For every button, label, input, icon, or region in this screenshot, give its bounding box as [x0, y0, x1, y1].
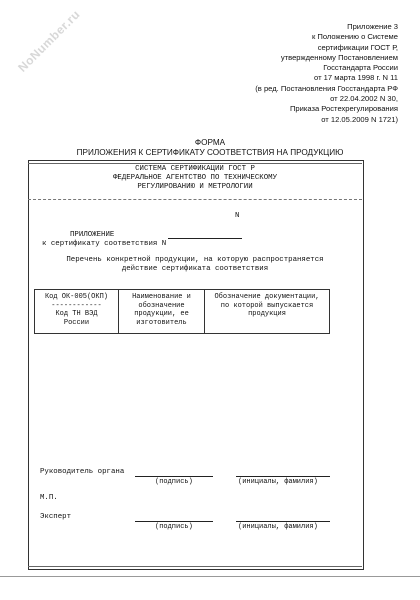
appendix-line: Приказа Ростехрегулирования [289, 104, 398, 114]
head-signature-label: Руководитель органа [40, 468, 125, 476]
header-divider: ------------ [51, 301, 102, 310]
header-text: обозначение [138, 301, 185, 310]
system-line: ФЕДЕРАЛЬНОЕ АГЕНТСТВО ПО ТЕХНИЧЕСКОМУ [112, 174, 278, 183]
appendix-line: от 17 марта 1998 г. N 11 [314, 73, 398, 83]
header-text: Обозначение документации, [214, 293, 320, 301]
appendix-reference [208, 22, 398, 125]
header-text: Наименование и [132, 293, 191, 301]
number-sign: N [235, 212, 240, 220]
product-list-caption [28, 256, 362, 274]
system-line: СИСТЕМА СЕРТИФИКАЦИИ ГОСТ Р [135, 165, 255, 173]
watermark: NoNumber.ru [15, 7, 83, 75]
header-text: по которой выпускается [220, 301, 314, 310]
expert-initials-line [236, 521, 330, 522]
expert-signature-line [135, 521, 213, 522]
signature-caption: (подпись) [155, 523, 193, 531]
header-text: России [63, 318, 90, 327]
appendix-line: (в ред. Постановления Госстандарта РФ [255, 83, 398, 93]
header-text: продукция [248, 310, 286, 319]
caption-line: действие сертификата соответствия [121, 265, 269, 274]
title-line-subject: ПРИЛОЖЕНИЯ К СЕРТИФИКАТУ СООТВЕТСТВИЯ НА ПРОДУКЦИЮ [76, 148, 344, 157]
title-line-forma: ФОРМА [194, 138, 226, 147]
page-title [0, 138, 420, 158]
appendix-line: утвержденному Постановлением [280, 52, 398, 62]
head-signature-line [135, 476, 213, 477]
expert-signature-label: Эксперт [40, 513, 72, 521]
product-table [34, 289, 330, 334]
initials-caption: (инициалы, фамилия) [238, 478, 318, 486]
caption-line: Перечень конкретной продукции, на которую распространяется [66, 256, 324, 264]
header-separator [28, 199, 362, 200]
bottom-divider [0, 576, 420, 577]
appendix-line: Приложение 3 [347, 22, 398, 31]
certificate-ref-label: к сертификату соответствия N [42, 240, 167, 248]
appendix-line: Госстандарта России [323, 63, 398, 73]
col-docs-header [205, 290, 330, 334]
system-line: РЕГУЛИРОВАНИЮ И МЕТРОЛОГИИ [137, 183, 253, 192]
header-text: Код ТН ВЭД [55, 310, 98, 319]
appendix-line: сертификации ГОСТ Р, [317, 42, 398, 52]
col-codes-header [35, 290, 119, 334]
prilozhenie-underline [168, 238, 242, 239]
col-name-header [118, 290, 204, 334]
header-text: изготовитель [136, 318, 187, 327]
appendix-line: от 12.05.2009 N 1721) [321, 114, 398, 124]
header-text: Код ОК-005(ОКП) [44, 293, 108, 301]
system-header [28, 165, 362, 193]
form-frame-inner [28, 163, 362, 567]
table-header-row [35, 290, 330, 334]
initials-caption: (инициалы, фамилия) [238, 523, 318, 531]
head-initials-line [236, 476, 330, 477]
prilozhenie-label: ПРИЛОЖЕНИЕ [70, 231, 115, 239]
stamp-label: М.П. [40, 494, 58, 502]
appendix-line: от 22.04.2002 N 30, [330, 94, 398, 104]
signature-caption: (подпись) [155, 478, 193, 486]
header-text: продукции, ее [134, 310, 189, 319]
appendix-line: к Положению о Системе [311, 32, 398, 42]
